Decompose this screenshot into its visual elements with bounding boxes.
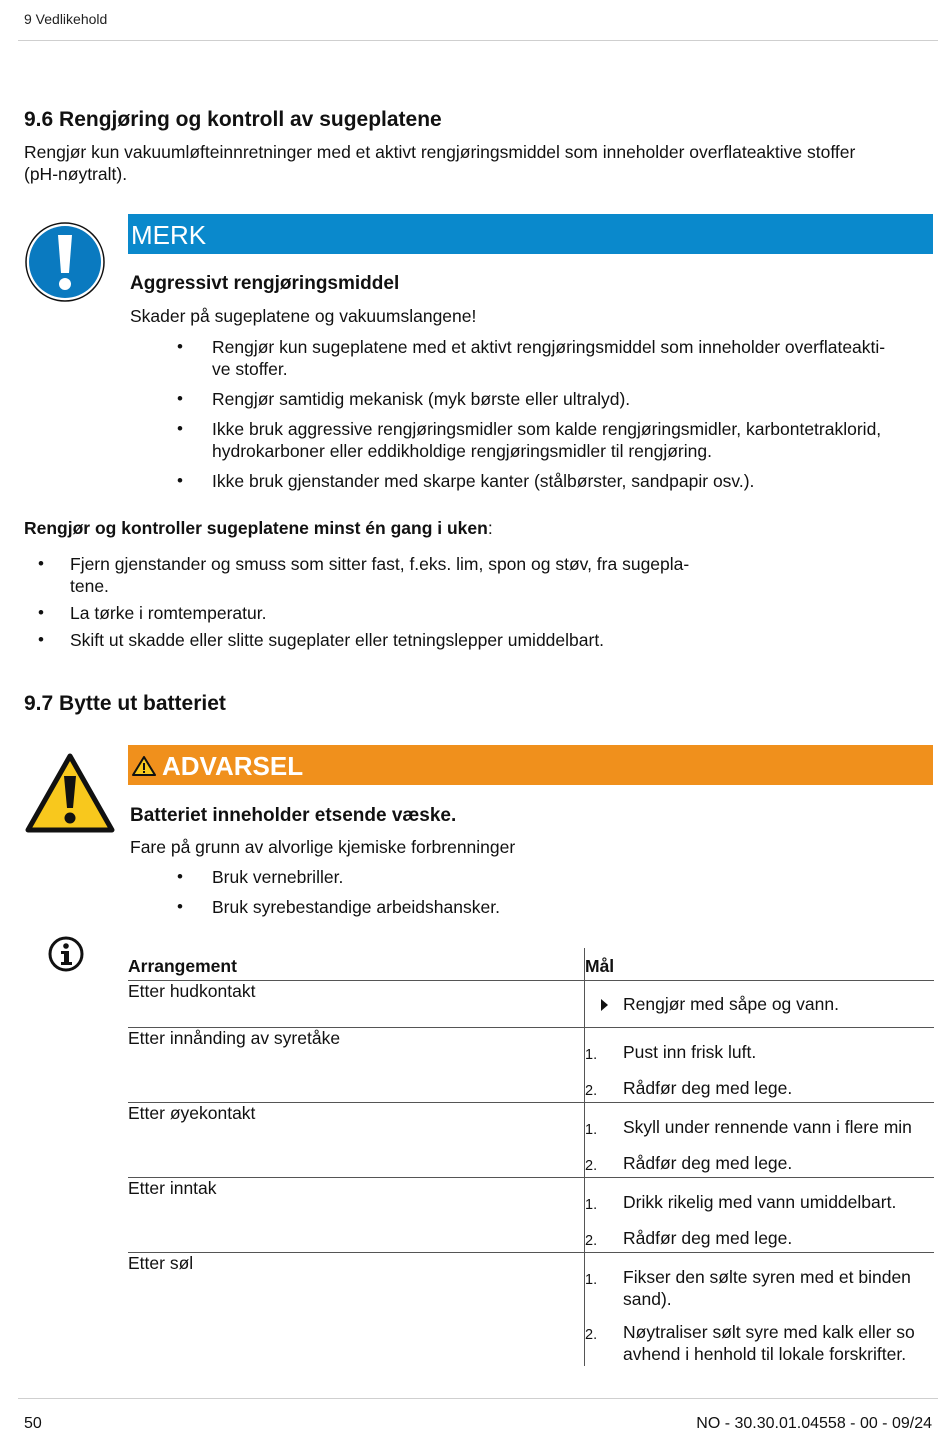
measure-cell [585, 1102, 935, 1177]
intro-line-1: Rengjør kun vakuumløfteinnretninger med et aktivt rengjøringsmiddel som inneholder overflateaktive stoffer [24, 142, 856, 162]
step-number: 1. [585, 1196, 598, 1213]
step-text: Pust inn frisk luft. [623, 1041, 757, 1062]
step-number: 2. [585, 1082, 598, 1099]
notice-consequence: Skader på sugeplatene og vakuumslangene! [130, 306, 477, 326]
running-header: 9 Vedlikehold [24, 11, 108, 27]
event-cell: Etter hudkontakt [128, 980, 585, 1027]
list-item: • Bruk syrebestandige arbeidshansker. [177, 897, 500, 917]
warning-title: Batteriet inneholder etsende væske. [130, 805, 457, 826]
warning-consequence: Fare på grunn av alvorlige kjemiske forbrenninger [130, 837, 516, 857]
measure-cell [585, 1027, 935, 1102]
section-heading-9-6: 9.6 Rengjøring og kontroll av sugeplatene [24, 108, 442, 131]
info-icon [47, 935, 85, 973]
step-text: Skyll under rennende vann i flere min [623, 1116, 912, 1137]
table-row [128, 980, 934, 1027]
warning-label: ADVARSEL [162, 751, 304, 781]
notice-title: Aggressivt rengjøringsmiddel [130, 273, 400, 294]
section-heading-9-7: 9.7 Bytte ut batteriet [24, 692, 226, 715]
column-header-arrangement: Arrangement [128, 948, 585, 980]
instruction-heading: Rengjør og kontroller sugeplatene minst én gang i uken: [24, 518, 493, 538]
measure-cell [585, 1252, 935, 1366]
table-header-row [128, 948, 934, 980]
step-text: Fikser den sølte syren med et binden sand). [623, 1266, 911, 1309]
measures-table [128, 948, 934, 1366]
list-item: • Fjern gjenstander og smuss som sitter fast, f.eks. lim, spon og støv, fra sugepla- tene. [38, 554, 690, 596]
column-header-measure: Mål [585, 956, 615, 976]
triangle-right-icon [585, 993, 623, 1021]
exclamation-circle-icon [24, 221, 106, 303]
notice-label: MERK [131, 220, 207, 250]
step-text: Drikk rikelig med vann umiddelbart. [623, 1191, 897, 1212]
notice-list [177, 336, 932, 492]
warning-small-icon [131, 755, 157, 777]
step-number: 2. [585, 1326, 598, 1343]
notice-bar [128, 214, 933, 254]
step-number: 2. [585, 1157, 598, 1174]
event-cell: Etter søl [128, 1252, 585, 1366]
step-text: Nøytraliser sølt syre med kalk eller so avhend i henhold til lokale forskrifter. [623, 1321, 915, 1364]
list-item: • Rengjør samtidig mekanisk (myk børste eller ultralyd). [177, 389, 631, 409]
measure-cell [585, 980, 935, 1027]
intro-line-2: (pH-nøytralt). [24, 164, 128, 184]
list-item: • Skift ut skadde eller slitte sugeplater eller tetningslepper umiddelbart. [38, 630, 605, 650]
footer-rule [18, 1398, 938, 1399]
step-text: Rådfør deg med lege. [623, 1152, 793, 1173]
step-text: Rådfør deg med lege. [623, 1227, 793, 1248]
event-cell: Etter inntak [128, 1177, 585, 1252]
step-number: 2. [585, 1232, 598, 1249]
warning-bar [128, 745, 933, 785]
event-cell: Etter innånding av syretåke [128, 1027, 585, 1102]
list-item: • Rengjør kun sugeplatene med et aktivt rengjøringsmiddel som inneholder overflateakti- ve stoffer. [177, 337, 886, 379]
measure-text: Rengjør med såpe og vann. [623, 993, 839, 1014]
step-number: 1. [585, 1121, 598, 1138]
document-number: NO - 30.30.01.04558 - 00 - 09/24 [696, 1415, 932, 1432]
page-number: 50 [24, 1415, 42, 1432]
table-row [128, 1102, 934, 1177]
measure-cell [585, 1177, 935, 1252]
instruction-list [38, 553, 770, 651]
warning-list [177, 866, 912, 918]
step-number: 1. [585, 1271, 598, 1288]
list-item: • Bruk vernebriller. [177, 867, 344, 887]
list-item: • La tørke i romtemperatur. [38, 603, 267, 623]
event-cell: Etter øyekontakt [128, 1102, 585, 1177]
list-item: • Ikke bruk gjenstander med skarpe kanter (stålbørster, sandpapir osv.). [177, 471, 755, 491]
warning-triangle-icon [24, 752, 116, 834]
table-row [128, 1177, 934, 1252]
header-rule [18, 40, 938, 41]
step-number: 1. [585, 1046, 598, 1063]
table-row [128, 1252, 934, 1366]
table-row [128, 1027, 934, 1102]
step-text: Rådfør deg med lege. [623, 1077, 793, 1098]
list-item: • Ikke bruk aggressive rengjøringsmidler som kalde rengjøringsmidler, karbontetraklorid, hydrokarboner eller eddikholdige rengjøringsmidler til rengjøring. [177, 419, 882, 461]
